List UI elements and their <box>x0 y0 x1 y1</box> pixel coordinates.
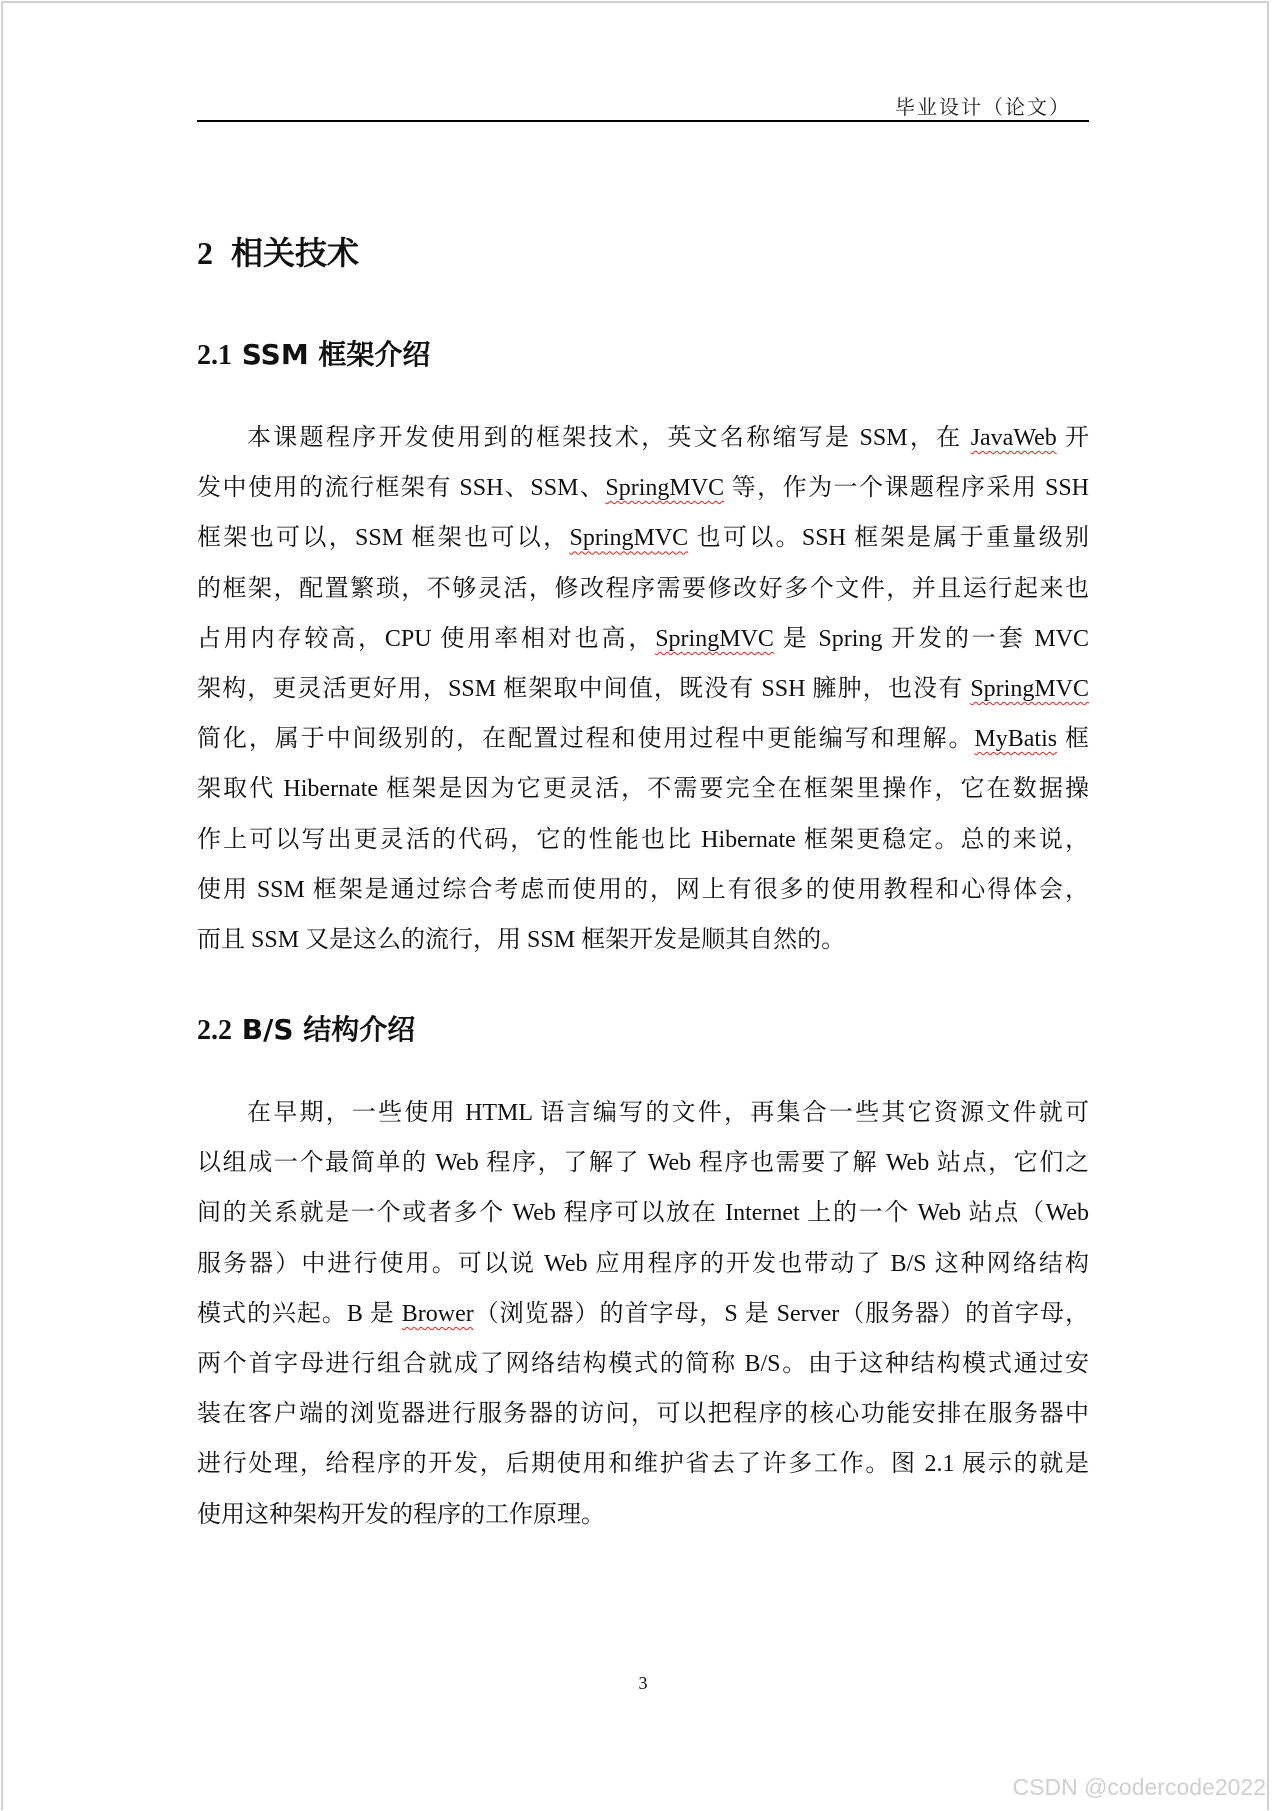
text-run: 发中使用的流行框架有 SSH、SSM、 <box>197 475 606 502</box>
section-title: SSM 框架介绍 <box>241 338 431 371</box>
text-run: 简化，属于中间级别的，在配置过程和使用过程中更能编写和理解。 <box>197 726 975 753</box>
text-run: 也可以。SSH 框架是属于重量级别 <box>688 525 1089 552</box>
text-run: 服务器）中进行使用。可以说 Web 应用程序的开发也带动了 B/S 这种网络结构 <box>197 1250 1089 1277</box>
watermark: CSDN @codercode2022 <box>1012 1774 1266 1800</box>
chapter-number: 2 <box>197 235 213 271</box>
text-line <box>197 1289 1089 1339</box>
section-heading-2-2 <box>197 1008 415 1048</box>
text-run: 作上可以写出更灵活的代码，它的性能也比 Hibernate 框架更稳定。总的来说， <box>197 826 1089 853</box>
text-run: 开 <box>1056 425 1089 451</box>
page-number: 3 <box>638 1673 648 1693</box>
text-line <box>197 815 1089 865</box>
header-rule <box>197 120 1089 122</box>
text-line <box>197 564 1089 614</box>
text-run: 以组成一个最简单的 Web 程序，了解了 Web 程序也需要了解 Web 站点，它们之 <box>197 1150 1089 1177</box>
text-line <box>197 664 1089 714</box>
text-run: 的框架，配置繁琐，不够灵活，修改程序需要修改好多个文件，并且运行起来也 <box>197 575 1089 602</box>
text-line <box>197 1239 1089 1289</box>
text-line <box>197 1188 1089 1238</box>
spellcheck-word: Brower <box>401 1300 474 1327</box>
paragraph-ssm <box>197 413 1089 965</box>
spellcheck-word: SpringMVC <box>605 475 725 502</box>
text-run: 间的关系就是一个或者多个 Web 程序可以放在 Internet 上的一个 Web 站点（Web <box>197 1200 1089 1227</box>
section-heading-2-1 <box>197 333 430 373</box>
text-run: 本课题程序开发使用到的框架技术，英文名称缩写是 SSM，在 <box>247 425 971 451</box>
text-line <box>197 1138 1089 1188</box>
text-run: 框架也可以，SSM 框架也可以， <box>197 525 570 552</box>
text-run: 进行处理，给程序的开发，后期使用和维护省去了许多工作。图 2.1 展示的就是 <box>197 1451 1089 1478</box>
spellcheck-word: SpringMVC <box>655 625 774 652</box>
text-line <box>197 1339 1089 1389</box>
text-run: （浏览器）的首字母，S 是 Server（服务器）的首字母， <box>473 1300 1090 1327</box>
section-title: B/S 结构介绍 <box>241 1013 416 1046</box>
text-run: 架构，更灵活更好用，SSM 框架取中间值，既没有 SSH 臃肿，也没有 <box>197 675 971 702</box>
spellcheck-word: MyBatis <box>974 726 1058 753</box>
text-run: 是 Spring 开发的一套 MVC <box>773 625 1089 652</box>
text-line <box>197 513 1089 563</box>
text-run: 模式的兴起。B 是 <box>197 1300 402 1327</box>
text-run: 在早期，一些使用 HTML 语言编写的文件，再集合一些其它资源文件就可 <box>247 1100 1089 1126</box>
text-run: 使用 SSM 框架是通过综合考虑而使用的，网上有很多的使用教程和心得体会， <box>197 876 1089 903</box>
text-run: 等，作为一个课题程序采用 SSH <box>724 475 1090 502</box>
spellcheck-word: SpringMVC <box>970 675 1089 702</box>
text-line <box>197 1490 1089 1540</box>
text-line <box>197 1389 1089 1439</box>
text-line <box>197 764 1089 814</box>
chapter-title: 相关技术 <box>231 234 360 272</box>
text-run: 而且 SSM 又是这么的流行，用 SSM 框架开发是顺其自然的。 <box>197 926 846 953</box>
text-line <box>197 865 1089 915</box>
text-line <box>197 915 1089 965</box>
text-run: 装在客户端的浏览器进行服务器的访问，可以把程序的核心功能安排在服务器中 <box>197 1401 1089 1428</box>
text-run: 框 <box>1057 726 1090 753</box>
section-number: 2.2 <box>197 1015 232 1046</box>
spellcheck-word: SpringMVC <box>569 525 689 552</box>
text-line <box>197 463 1089 513</box>
paragraph-bs <box>197 1088 1089 1540</box>
text-line <box>197 413 1089 463</box>
text-run: 架取代 Hibernate 框架是因为它更灵活，不需要完全在框架里操作，它在数据操 <box>197 776 1089 803</box>
text-line <box>197 614 1089 664</box>
running-header: 毕业设计（论文） <box>895 95 1071 119</box>
text-run: 使用这种架构开发的程序的工作原理。 <box>197 1501 605 1528</box>
text-line <box>197 1439 1089 1489</box>
text-line <box>197 1088 1089 1138</box>
section-number: 2.1 <box>197 340 232 371</box>
text-run: 占用内存较高，CPU 使用率相对也高， <box>197 625 656 652</box>
chapter-heading <box>197 228 359 274</box>
document-page <box>1 1 1269 1810</box>
text-line <box>197 714 1089 764</box>
text-run: 两个首字母进行组合就成了网络结构模式的简称 B/S。由于这种结构模式通过安 <box>197 1350 1089 1377</box>
spellcheck-word: JavaWeb <box>970 425 1057 451</box>
